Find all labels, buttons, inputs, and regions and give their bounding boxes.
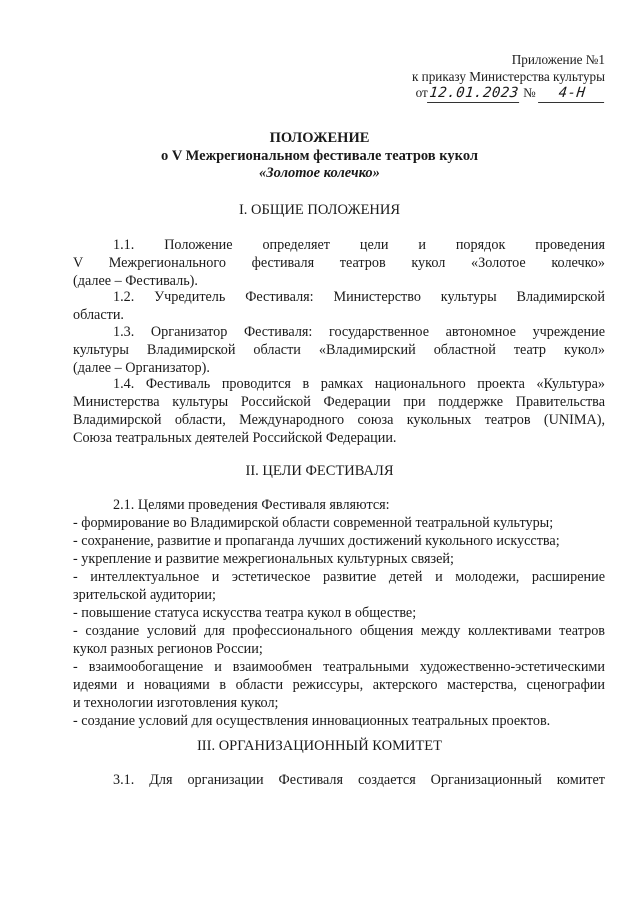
handwritten-order-number: 4-Н xyxy=(538,85,606,103)
paragraph-line: культуры Владимирской области «Владимирский областной театр кукол» xyxy=(73,342,605,358)
appendix-header xyxy=(412,52,605,103)
paragraph-1-4 xyxy=(73,375,605,447)
goal-item: - создание условий для осуществления инновационных театральных проектов. xyxy=(73,713,551,729)
paragraph-3-1 xyxy=(73,771,605,789)
paragraph-line: (далее – Организатор). xyxy=(73,360,210,376)
appendix-order-ref: к приказу Министерства культуры xyxy=(411,68,605,84)
paragraph-line: 2.1. Целями проведения Фестиваля являются: xyxy=(113,497,390,513)
goal-item: - сохранение, развитие и пропаганда лучших достижений кукольного искусства; xyxy=(73,533,560,549)
paragraph-line: V Межрегионального фестиваля театров кукол «Золотое колечко» xyxy=(73,255,605,271)
handwritten-date: 12.01.2023 xyxy=(428,85,520,101)
paragraph-line: Союза театральных деятелей Российской Федерации. xyxy=(73,430,397,446)
goal-item-continuation: и технологии изготовления кукол; xyxy=(73,695,279,711)
goal-item: - создание условий для профессионального общения между коллективами театров xyxy=(73,623,605,639)
paragraph-line: 1.3. Организатор Фестиваля: государственное автономное учреждение xyxy=(113,324,605,340)
goal-item: - укрепление и развитие межрегиональных культурных связей; xyxy=(73,551,454,567)
paragraph-2-1 xyxy=(73,496,605,730)
title-festival-name: «Золотое колечко» xyxy=(259,165,380,181)
goal-item: - интеллектуальное и эстетическое развитие детей и молодежи, расширение xyxy=(73,569,605,585)
paragraph-line: 1.1. Положение определяет цели и порядок проведения xyxy=(113,237,605,253)
section-heading-3: III. ОРГАНИЗАЦИОННЫЙ КОМИТЕТ xyxy=(196,738,443,754)
paragraph-line: Владимирской области, Международного союза кукольных театров (UNIMA), xyxy=(73,412,605,428)
section-heading-1: I. ОБЩИЕ ПОЛОЖЕНИЯ xyxy=(238,202,401,218)
paragraph-line: 1.4. Фестиваль проводится в рамках национального проекта «Культура» xyxy=(113,376,605,392)
goal-item: - взаимообогащение и взаимообмен театральными художественно-эстетическими xyxy=(73,659,605,675)
goal-item-continuation: идеями и новациями в области режиссуры, актерского мастерства, сценографии xyxy=(73,677,605,693)
section-heading-2: II. ЦЕЛИ ФЕСТИВАЛЯ xyxy=(245,463,394,479)
paragraph-line: (далее – Фестиваль). xyxy=(73,273,198,289)
title-heading: ПОЛОЖЕНИЕ xyxy=(269,130,370,146)
paragraph-line: области. xyxy=(73,307,124,323)
appendix-order-date-line xyxy=(416,85,605,103)
goal-item: - повышение статуса искусства театра кукол в обществе; xyxy=(73,605,417,621)
paragraph-1-3 xyxy=(73,323,605,377)
paragraph-1-1 xyxy=(73,236,605,290)
paragraph-1-2 xyxy=(73,288,605,324)
goal-item: - формирование во Владимирской области современной театральной культуры; xyxy=(73,515,554,531)
document-title xyxy=(0,130,639,183)
paragraph-line: 1.2. Учредитель Фестиваля: Министерство культуры Владимирской xyxy=(113,289,605,305)
title-subject: о V Межрегиональном фестивале театров кукол xyxy=(160,147,479,164)
paragraph-line: 3.1. Для организации Фестиваля создается Организационный комитет xyxy=(113,772,605,788)
order-number-sign: № xyxy=(523,85,536,100)
goal-item-continuation: кукол разных регионов России; xyxy=(73,641,263,657)
goal-item-continuation: зрительской аудитории; xyxy=(73,587,216,603)
order-date-prefix: от xyxy=(415,85,428,100)
paragraph-line: Министерства культуры Российской Федерации при поддержке Правительства xyxy=(73,394,605,410)
appendix-title: Приложение №1 xyxy=(511,52,605,67)
